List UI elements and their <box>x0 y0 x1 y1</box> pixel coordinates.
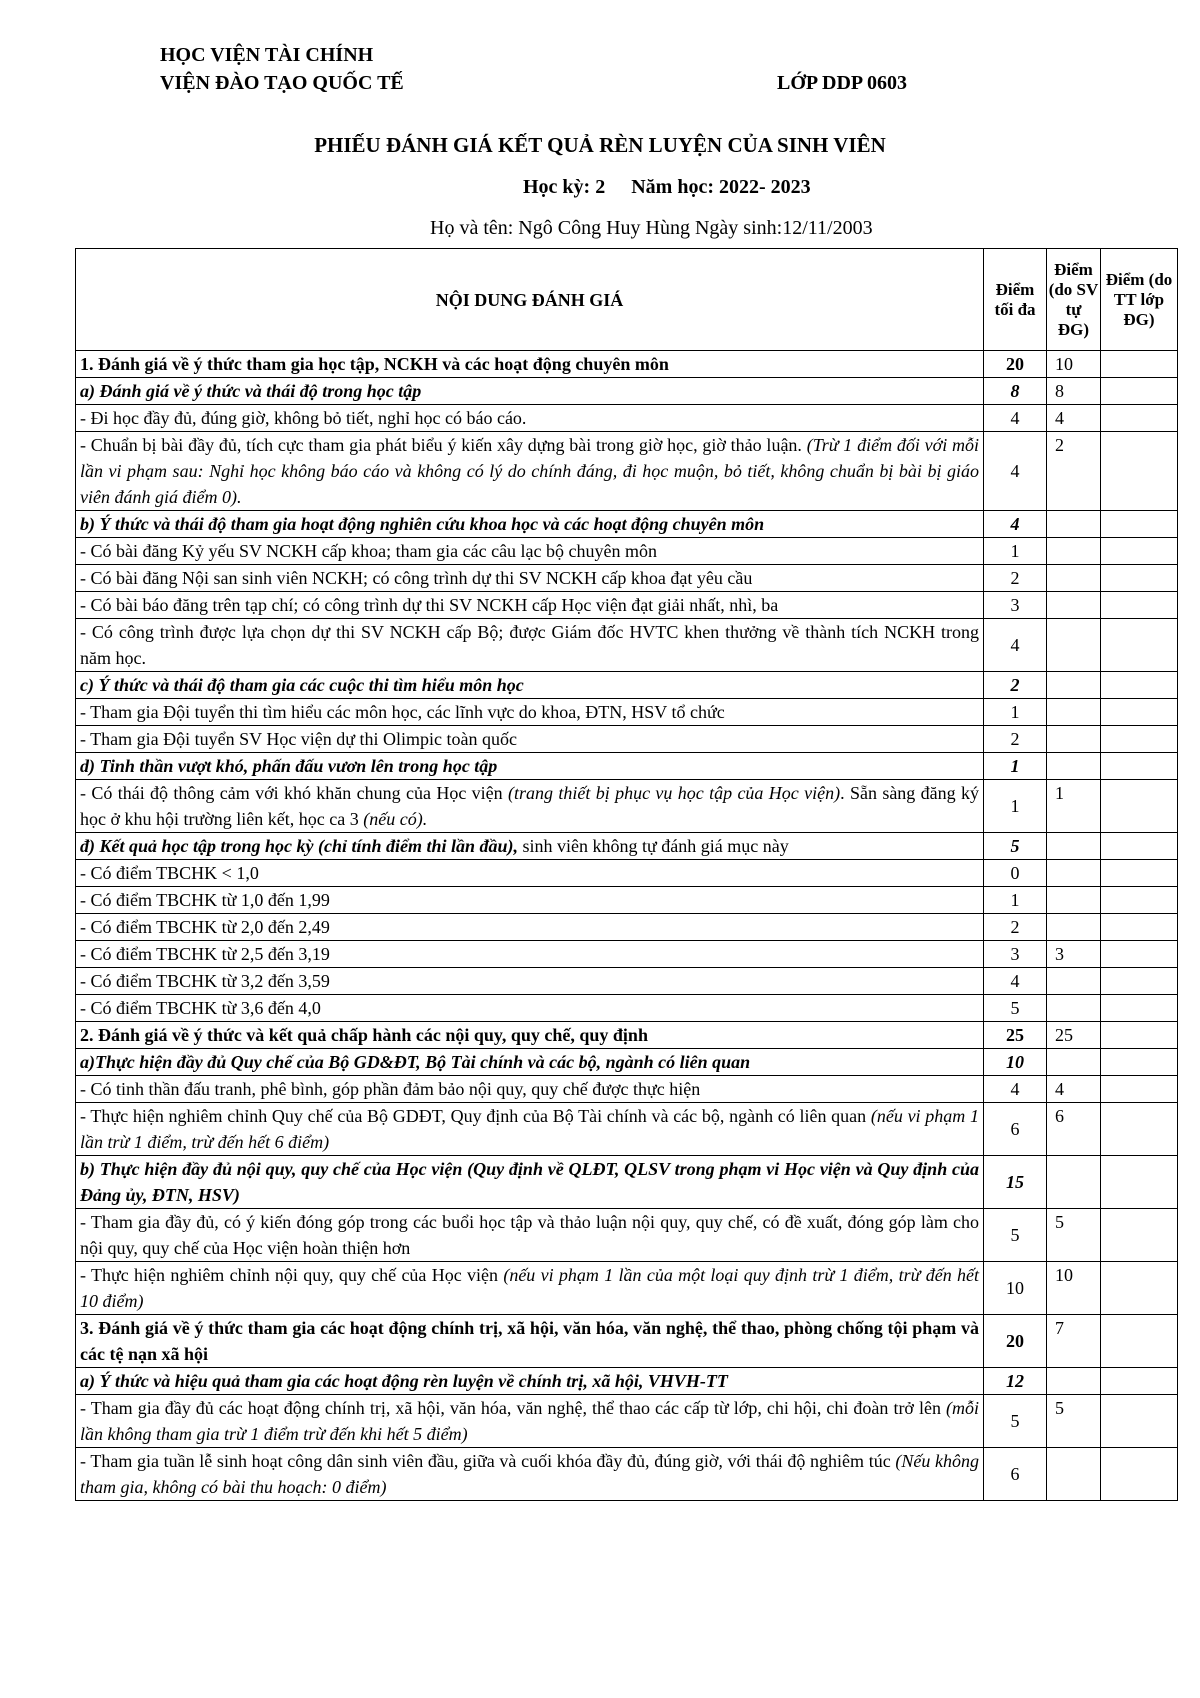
max-score: 4 <box>984 1076 1047 1103</box>
self-score: 10 <box>1047 351 1101 378</box>
table-row <box>76 995 1178 1022</box>
max-score: 4 <box>984 511 1047 538</box>
header-self-score: Điểm (do SV tự ĐG) <box>1047 249 1101 351</box>
criterion-text: - Có công trình được lựa chọn dự thi SV NCKH cấp Bộ; được Giám đốc HVTC khen thưởng về thành tích NCKH trong năm học. <box>76 619 984 672</box>
class-score <box>1101 1022 1178 1049</box>
class-score <box>1101 565 1178 592</box>
self-score: 8 <box>1047 378 1101 405</box>
self-score: 3 <box>1047 941 1101 968</box>
table-row <box>76 1448 1178 1501</box>
criterion-text: 2. Đánh giá về ý thức và kết quả chấp hành các nội quy, quy chế, quy định <box>76 1022 984 1049</box>
table-row <box>76 432 1178 511</box>
class-score <box>1101 405 1178 432</box>
criterion-text: - Tham gia tuần lễ sinh hoạt công dân sinh viên đầu, giữa và cuối khóa đầy đủ, đúng giờ, với thái độ nghiêm túc (Nếu không tham gia, không có bài thu hoạch: 0 điểm) <box>76 1448 984 1501</box>
header-content: NỘI DUNG ĐÁNH GIÁ <box>76 249 984 351</box>
criterion-text: d) Tinh thần vượt khó, phấn đấu vươn lên trong học tập <box>76 753 984 780</box>
criterion-text: b) Thực hiện đầy đủ nội quy, quy chế của Học viện (Quy định về QLĐT, QLSV trong phạm vi Học viện và Quy định của Đảng ủy, ĐTN, HSV) <box>76 1156 984 1209</box>
criterion-text: - Có thái độ thông cảm với khó khăn chung của Học viện (trang thiết bị phục vụ học tập của Học viện). Sẵn sàng đăng ký học ở khu hội trường liên kết, học ca 3 (nếu có). <box>76 780 984 833</box>
class-score <box>1101 699 1178 726</box>
class-score <box>1101 511 1178 538</box>
max-score: 4 <box>984 619 1047 672</box>
max-score: 5 <box>984 995 1047 1022</box>
table-row <box>76 378 1178 405</box>
max-score: 5 <box>984 1209 1047 1262</box>
criterion-text: - Có bài báo đăng trên tạp chí; có công trình dự thi SV NCKH cấp Học viện đạt giải nhất, nhì, ba <box>76 592 984 619</box>
criterion-text: - Tham gia Đội tuyển SV Học viện dự thi Olimpic toàn quốc <box>76 726 984 753</box>
class-score <box>1101 995 1178 1022</box>
max-score: 8 <box>984 378 1047 405</box>
table-row <box>76 1022 1178 1049</box>
max-score: 2 <box>984 726 1047 753</box>
class-score <box>1101 914 1178 941</box>
class-score <box>1101 1315 1178 1368</box>
self-score <box>1047 995 1101 1022</box>
class-score <box>1101 860 1178 887</box>
max-score: 0 <box>984 860 1047 887</box>
max-score: 2 <box>984 565 1047 592</box>
class-score <box>1101 780 1178 833</box>
table-row <box>76 619 1178 672</box>
class-score <box>1101 1262 1178 1315</box>
header-max-score: Điểm tối đa <box>984 249 1047 351</box>
criterion-text: - Có điểm TBCHK từ 2,5 đến 3,19 <box>76 941 984 968</box>
class-score <box>1101 351 1178 378</box>
max-score: 1 <box>984 780 1047 833</box>
max-score: 4 <box>984 405 1047 432</box>
table-row <box>76 1395 1178 1448</box>
table-row <box>76 1209 1178 1262</box>
self-score <box>1047 968 1101 995</box>
class-score <box>1101 887 1178 914</box>
table-row <box>76 833 1178 860</box>
criterion-text: c) Ý thức và thái độ tham gia các cuộc thi tìm hiểu môn học <box>76 672 984 699</box>
table-row <box>76 1262 1178 1315</box>
class-score <box>1101 968 1178 995</box>
self-score <box>1047 860 1101 887</box>
max-score: 4 <box>984 968 1047 995</box>
class-score <box>1101 1448 1178 1501</box>
max-score: 4 <box>984 432 1047 511</box>
table-row <box>76 941 1178 968</box>
class-score <box>1101 619 1178 672</box>
criterion-text: - Chuẩn bị bài đầy đủ, tích cực tham gia phát biểu ý kiến xây dựng bài trong giờ học, giờ thảo luận. (Trừ 1 điểm đối với mỗi lần vi phạm sau: Nghỉ học không báo cáo và không có lý do chính đáng, đi học muộn, bỏ tiết, không chuẩn bị bài bị giáo viên đánh giá điểm 0). <box>76 432 984 511</box>
class-score <box>1101 1103 1178 1156</box>
self-score <box>1047 1049 1101 1076</box>
table-row <box>76 1076 1178 1103</box>
self-score <box>1047 672 1101 699</box>
max-score: 6 <box>984 1103 1047 1156</box>
table-row <box>76 699 1178 726</box>
table-row <box>76 914 1178 941</box>
class-score <box>1101 941 1178 968</box>
criterion-text: - Có bài đăng Nội san sinh viên NCKH; có công trình dự thi SV NCKH cấp khoa đạt yêu cầu <box>76 565 984 592</box>
class-score <box>1101 1049 1178 1076</box>
table-row <box>76 968 1178 995</box>
max-score: 1 <box>984 753 1047 780</box>
criterion-text: - Có điểm TBCHK từ 3,2 đến 3,59 <box>76 968 984 995</box>
table-row <box>76 1049 1178 1076</box>
class-score <box>1101 592 1178 619</box>
table-row <box>76 1103 1178 1156</box>
class-score <box>1101 538 1178 565</box>
table-row <box>76 565 1178 592</box>
self-score: 4 <box>1047 1076 1101 1103</box>
criterion-text: - Có điểm TBCHK từ 1,0 đến 1,99 <box>76 887 984 914</box>
self-score: 10 <box>1047 1262 1101 1315</box>
criterion-text: - Thực hiện nghiêm chỉnh nội quy, quy chế của Học viện (nếu vi phạm 1 lần của một loại quy định trừ 1 điểm, trừ đến hết 10 điểm) <box>76 1262 984 1315</box>
max-score: 5 <box>984 1395 1047 1448</box>
institute-name: VIỆN ĐÀO TẠO QUỐC TẾ <box>160 72 404 94</box>
max-score: 10 <box>984 1262 1047 1315</box>
criterion-text: - Tham gia đầy đủ các hoạt động chính trị, xã hội, văn hóa, văn nghệ, thể thao các cấp từ lớp, chi hội, chi đoàn trở lên (mỗi lần không tham gia trừ 1 điểm trừ đến khi hết 5 điểm) <box>76 1395 984 1448</box>
table-row <box>76 672 1178 699</box>
criterion-text: 1. Đánh giá về ý thức tham gia học tập, NCKH và các hoạt động chuyên môn <box>76 351 984 378</box>
max-score: 12 <box>984 1368 1047 1395</box>
criterion-text: a)Thực hiện đầy đủ Quy chế của Bộ GD&ĐT, Bộ Tài chính và các bộ, ngành có liên quan <box>76 1049 984 1076</box>
max-score: 1 <box>984 538 1047 565</box>
table-row <box>76 887 1178 914</box>
self-score <box>1047 1368 1101 1395</box>
criterion-text: - Tham gia Đội tuyển thi tìm hiểu các môn học, các lĩnh vực do khoa, ĐTN, HSV tổ chức <box>76 699 984 726</box>
self-score <box>1047 726 1101 753</box>
self-score: 5 <box>1047 1395 1101 1448</box>
max-score: 5 <box>984 833 1047 860</box>
table-row <box>76 726 1178 753</box>
max-score: 3 <box>984 592 1047 619</box>
class-score <box>1101 726 1178 753</box>
max-score: 2 <box>984 914 1047 941</box>
max-score: 20 <box>984 1315 1047 1368</box>
criterion-text: - Có điểm TBCHK < 1,0 <box>76 860 984 887</box>
self-score <box>1047 592 1101 619</box>
self-score <box>1047 699 1101 726</box>
table-row <box>76 1315 1178 1368</box>
semester: Học kỳ: 2 <box>523 176 606 198</box>
self-score <box>1047 565 1101 592</box>
max-score: 1 <box>984 887 1047 914</box>
table-row <box>76 538 1178 565</box>
self-score <box>1047 833 1101 860</box>
criterion-text: - Có bài đăng Kỷ yếu SV NCKH cấp khoa; tham gia các câu lạc bộ chuyên môn <box>76 538 984 565</box>
table-row <box>76 1156 1178 1209</box>
self-score: 1 <box>1047 780 1101 833</box>
self-score: 4 <box>1047 405 1101 432</box>
criterion-text: b) Ý thức và thái độ tham gia hoạt động nghiên cứu khoa học và các hoạt động chuyên môn <box>76 511 984 538</box>
table-row <box>76 753 1178 780</box>
term-info <box>523 176 837 199</box>
self-score <box>1047 619 1101 672</box>
criterion-text: 3. Đánh giá về ý thức tham gia các hoạt động chính trị, xã hội, văn hóa, văn nghệ, thể thao, phòng chống tội phạm và các tệ nạn xã hội <box>76 1315 984 1368</box>
max-score: 1 <box>984 699 1047 726</box>
self-score <box>1047 914 1101 941</box>
class-code: LỚP DDP 0603 <box>777 72 908 94</box>
header-class-score: Điểm (do TT lớp ĐG) <box>1101 249 1178 351</box>
max-score: 15 <box>984 1156 1047 1209</box>
evaluation-table <box>75 248 1178 1501</box>
criterion-text: - Có tinh thần đấu tranh, phê bình, góp phần đảm bảo nội quy, quy chế được thực hiện <box>76 1076 984 1103</box>
academic-year: Năm học: 2022- 2023 <box>631 176 811 198</box>
table-row <box>76 592 1178 619</box>
table-row <box>76 405 1178 432</box>
self-score <box>1047 1156 1101 1209</box>
page-title: PHIẾU ĐÁNH GIÁ KẾT QUẢ RÈN LUYỆN CỦA SINH VIÊN <box>314 133 886 157</box>
table-body <box>76 351 1178 1501</box>
table-row <box>76 860 1178 887</box>
max-score: 20 <box>984 351 1047 378</box>
table-row <box>76 780 1178 833</box>
class-score <box>1101 1156 1178 1209</box>
max-score: 25 <box>984 1022 1047 1049</box>
criterion-text: đ) Kết quả học tập trong học kỳ (chỉ tính điểm thi lần đầu), sinh viên không tự đánh giá mục này <box>76 833 984 860</box>
table-row <box>76 1368 1178 1395</box>
class-score <box>1101 1076 1178 1103</box>
class-score <box>1101 672 1178 699</box>
criterion-text: a) Ý thức và hiệu quả tham gia các hoạt động rèn luyện về chính trị, xã hội, VHVH-TT <box>76 1368 984 1395</box>
max-score: 6 <box>984 1448 1047 1501</box>
self-score <box>1047 887 1101 914</box>
table-row <box>76 511 1178 538</box>
class-score <box>1101 1395 1178 1448</box>
max-score: 3 <box>984 941 1047 968</box>
self-score: 5 <box>1047 1209 1101 1262</box>
self-score: 25 <box>1047 1022 1101 1049</box>
self-score: 6 <box>1047 1103 1101 1156</box>
self-score <box>1047 753 1101 780</box>
self-score: 2 <box>1047 432 1101 511</box>
criterion-text: - Đi học đầy đủ, đúng giờ, không bỏ tiết, nghỉ học có báo cáo. <box>76 405 984 432</box>
self-score <box>1047 1448 1101 1501</box>
criterion-text: - Thực hiện nghiêm chỉnh Quy chế của Bộ GDĐT, Quy định của Bộ Tài chính và các bộ, ngành có liên quan (nếu vi phạm 1 lần trừ 1 điểm, trừ đến hết 6 điểm) <box>76 1103 984 1156</box>
criterion-text: - Có điểm TBCHK từ 3,6 đến 4,0 <box>76 995 984 1022</box>
class-score <box>1101 1209 1178 1262</box>
criterion-text: a) Đánh giá về ý thức và thái độ trong học tập <box>76 378 984 405</box>
criterion-text: - Tham gia đầy đủ, có ý kiến đóng góp trong các buổi học tập và thảo luận nội quy, quy chế, có đề xuất, đóng góp làm cho nội quy, quy chế của Học viện hoàn thiện hơn <box>76 1209 984 1262</box>
class-score <box>1101 378 1178 405</box>
self-score <box>1047 511 1101 538</box>
class-score <box>1101 833 1178 860</box>
criterion-text: - Có điểm TBCHK từ 2,0 đến 2,49 <box>76 914 984 941</box>
self-score: 7 <box>1047 1315 1101 1368</box>
class-score <box>1101 432 1178 511</box>
max-score: 2 <box>984 672 1047 699</box>
institution-name: HỌC VIỆN TÀI CHÍNH <box>160 44 374 66</box>
table-row <box>76 351 1178 378</box>
student-info: Họ và tên: Ngô Công Huy Hùng Ngày sinh:12/11/2003 <box>430 217 873 239</box>
max-score: 10 <box>984 1049 1047 1076</box>
class-score <box>1101 1368 1178 1395</box>
self-score <box>1047 538 1101 565</box>
class-score <box>1101 753 1178 780</box>
